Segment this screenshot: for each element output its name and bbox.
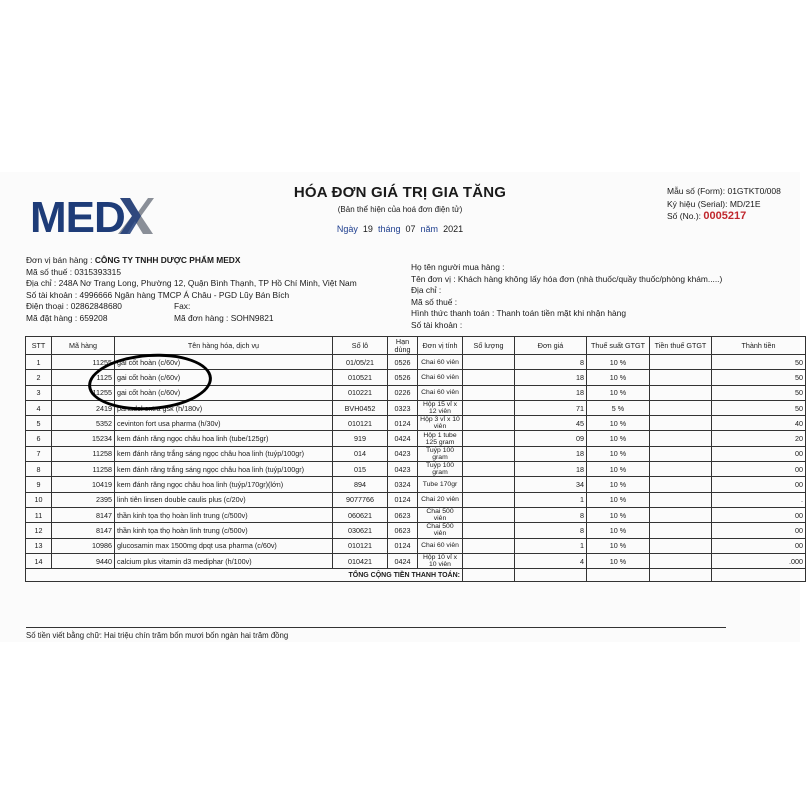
table-cell-name: glucosamin max 1500mg dpqt usa pharma (c/60v): [115, 538, 333, 553]
total-cell: [712, 569, 806, 582]
table-cell-stt: 9: [26, 477, 52, 492]
table-cell-stt: 1: [26, 355, 52, 370]
table-cell-code: 2419: [52, 400, 115, 415]
table-cell-lot: 014: [333, 446, 388, 461]
table-cell-unit: Chai 500 viên: [418, 523, 463, 538]
invoice-title: HÓA ĐƠN GIÁ TRỊ GIA TĂNG: [293, 184, 507, 201]
table-cell-stt: 2: [26, 370, 52, 385]
table-cell-code: 9440: [52, 553, 115, 568]
table-cell-vat: 10 %: [587, 370, 650, 385]
table-cell-stt: 14: [26, 553, 52, 568]
table-cell-qty: [463, 431, 515, 446]
table-cell-code: 8147: [52, 523, 115, 538]
table-cell-unit: Chai 60 viên: [418, 370, 463, 385]
table-cell-lot: 010221: [333, 385, 388, 400]
table-header-cell: Đơn giá: [515, 337, 587, 355]
buyer-info: Họ tên người mua hàng : Tên đơn vị : Khách hàng không lấy hóa đơn (nhà thuốc/quầy thuốc/phòng khám.....) Địa chỉ : Mã số thuế : Hình thức thanh toán : Thanh toán tiền mặt khi nhận hàng Số tài khoản :: [411, 262, 723, 330]
table-cell-stt: 3: [26, 385, 52, 400]
table-header-cell: Hạn dùng: [388, 337, 418, 355]
table-cell-total: 50: [712, 400, 806, 415]
table-cell-lot: 015: [333, 462, 388, 477]
table-cell-total: 50: [712, 370, 806, 385]
table-row: [26, 523, 806, 538]
table-cell-code: 11258: [52, 462, 115, 477]
table-cell-vat: 10 %: [587, 507, 650, 522]
table-cell-vat: 10 %: [587, 431, 650, 446]
table-cell-lot: 010121: [333, 416, 388, 431]
table-header-row: [26, 337, 806, 355]
table-row: [26, 553, 806, 568]
table-cell-code: 11255: [52, 355, 115, 370]
table-cell-stt: 4: [26, 400, 52, 415]
table-cell-vat: 10 %: [587, 416, 650, 431]
table-cell-name: gai cốt hoàn (c/60v): [115, 385, 333, 400]
table-cell-lot: 010121: [333, 538, 388, 553]
table-cell-total: 00: [712, 477, 806, 492]
medx-logo: [28, 190, 153, 240]
table-cell-vat: 10 %: [587, 385, 650, 400]
table-cell-stt: 10: [26, 492, 52, 507]
table-total-row: [26, 569, 806, 582]
table-cell-total: 50: [712, 385, 806, 400]
table-cell-tax: [650, 385, 712, 400]
table-cell-price: 1: [515, 492, 587, 507]
table-cell-stt: 5: [26, 416, 52, 431]
table-cell-tax: [650, 492, 712, 507]
table-row: [26, 462, 806, 477]
table-cell-tax: [650, 446, 712, 461]
table-row: [26, 492, 806, 507]
table-cell-qty: [463, 538, 515, 553]
table-cell-total: .: [712, 492, 806, 507]
table-cell-tax: [650, 477, 712, 492]
table-cell-qty: [463, 523, 515, 538]
table-cell-code: 11258: [52, 446, 115, 461]
table-cell-code: 15234: [52, 431, 115, 446]
table-cell-total: .000: [712, 553, 806, 568]
table-row: [26, 446, 806, 461]
table-cell-unit: Hộp 3 vỉ x 10 viên: [418, 416, 463, 431]
table-cell-tax: [650, 523, 712, 538]
table-cell-unit: Hộp 1 tube 125 gram: [418, 431, 463, 446]
table-cell-tax: [650, 462, 712, 477]
table-cell-qty: [463, 416, 515, 431]
table-header-cell: Tiền thuế GTGT: [650, 337, 712, 355]
table-cell-name: cevinton fort usa pharma (h/30v): [115, 416, 333, 431]
table-cell-exp: 0424: [388, 431, 418, 446]
table-cell-qty: [463, 553, 515, 568]
table-cell-unit: Tuýp 100 gram: [418, 462, 463, 477]
table-cell-exp: 0623: [388, 523, 418, 538]
table-cell-qty: [463, 355, 515, 370]
table-cell-vat: 10 %: [587, 477, 650, 492]
table-cell-vat: 10 %: [587, 553, 650, 568]
table-cell-price: 18: [515, 385, 587, 400]
table-cell-exp: 0324: [388, 477, 418, 492]
table-cell-name: kem đánh răng trắng sáng ngọc châu hoa linh (tuýp/100gr): [115, 462, 333, 477]
table-cell-exp: 0526: [388, 355, 418, 370]
table-cell-vat: 5 %: [587, 400, 650, 415]
table-row: [26, 416, 806, 431]
table-row: [26, 538, 806, 553]
total-label: TỔNG CỘNG TIỀN THANH TOÁN:: [26, 569, 463, 582]
table-cell-unit: Tube 170gr: [418, 477, 463, 492]
table-cell-price: 18: [515, 370, 587, 385]
total-cell: [650, 569, 712, 582]
table-cell-code: 5352: [52, 416, 115, 431]
table-cell-tax: [650, 431, 712, 446]
table-cell-unit: Chai 60 viên: [418, 385, 463, 400]
table-cell-stt: 8: [26, 462, 52, 477]
table-cell-qty: [463, 477, 515, 492]
table-cell-name: kem đánh răng ngọc châu hoa linh (tuýp/170gr)(lớn): [115, 477, 333, 492]
table-header-cell: Thuế suất GTGT: [587, 337, 650, 355]
table-cell-tax: [650, 370, 712, 385]
table-cell-vat: 10 %: [587, 523, 650, 538]
table-cell-exp: 0623: [388, 507, 418, 522]
amount-in-words: Số tiền viết bằng chữ: Hai triệu chín trăm bốn mươi bốn ngàn hai trăm đồng: [26, 627, 726, 640]
seller-info: Đơn vị bán hàng : CÔNG TY TNHH DƯỢC PHẨM MEDX Mã số thuế : 0315393315 Địa chỉ : 248A Nơ Trang Long, Phường 12, Quận Bình Thạnh, TP Hồ Chí Minh, Việt Nam Số tài khoản : 4996666 Ngân hàng TMCP Á Châu - PGD Lũy Bán Bích Điện thoại : 02862848680 Fax: Mã đặt hàng : 659208 Mã đơn hàng : SOHN9821: [26, 255, 357, 323]
table-header-cell: Mã hàng: [52, 337, 115, 355]
table-cell-price: 18: [515, 446, 587, 461]
table-header-cell: Thành tiền: [712, 337, 806, 355]
table-cell-total: 00: [712, 446, 806, 461]
table-cell-qty: [463, 446, 515, 461]
table-cell-code: 1125: [52, 370, 115, 385]
table-cell-name: kem đánh răng ngọc châu hoa linh (tube/125gr): [115, 431, 333, 446]
table-cell-lot: 9077766: [333, 492, 388, 507]
table-cell-total: 00: [712, 523, 806, 538]
table-cell-code: 2395: [52, 492, 115, 507]
table-cell-price: 4: [515, 553, 587, 568]
table-cell-vat: 10 %: [587, 446, 650, 461]
table-cell-price: 8: [515, 523, 587, 538]
table-cell-unit: Chai 500 viên: [418, 507, 463, 522]
table-cell-total: 20: [712, 431, 806, 446]
table-cell-unit: Tuýp 100 gram: [418, 446, 463, 461]
table-cell-exp: 0124: [388, 538, 418, 553]
table-cell-price: 18: [515, 462, 587, 477]
table-cell-unit: Chai 60 viên: [418, 355, 463, 370]
invoice-date: Ngày 19 tháng 07 năm 2021: [336, 224, 464, 234]
table-cell-qty: [463, 462, 515, 477]
table-cell-tax: [650, 355, 712, 370]
table-header-cell: Số lô: [333, 337, 388, 355]
table-cell-total: 00: [712, 538, 806, 553]
table-cell-vat: 10 %: [587, 492, 650, 507]
table-cell-stt: 12: [26, 523, 52, 538]
total-cell: [587, 569, 650, 582]
table-cell-unit: Chai 20 viên: [418, 492, 463, 507]
table-cell-name: panadol extra gsk (h/180v): [115, 400, 333, 415]
table-cell-price: 1: [515, 538, 587, 553]
table-cell-stt: 6: [26, 431, 52, 446]
table-cell-exp: 0323: [388, 400, 418, 415]
table-cell-code: 10419: [52, 477, 115, 492]
table-cell-vat: 10 %: [587, 355, 650, 370]
table-header-cell: Số lượng: [463, 337, 515, 355]
table-cell-exp: 0226: [388, 385, 418, 400]
table-cell-lot: BVH0452: [333, 400, 388, 415]
table-cell-name: thần kinh tọa thọ hoàn linh trung (c/500v): [115, 523, 333, 538]
table-cell-tax: [650, 507, 712, 522]
table-cell-price: 09: [515, 431, 587, 446]
table-cell-stt: 11: [26, 507, 52, 522]
table-cell-vat: 10 %: [587, 462, 650, 477]
table-cell-stt: 13: [26, 538, 52, 553]
table-cell-lot: 030621: [333, 523, 388, 538]
table-cell-stt: 7: [26, 446, 52, 461]
table-cell-code: 11255: [52, 385, 115, 400]
table-cell-exp: 0124: [388, 492, 418, 507]
table-cell-total: 50: [712, 355, 806, 370]
table-cell-price: 34: [515, 477, 587, 492]
table-cell-exp: 0423: [388, 446, 418, 461]
table-cell-vat: 10 %: [587, 538, 650, 553]
table-cell-tax: [650, 416, 712, 431]
table-row: [26, 477, 806, 492]
table-cell-price: 45: [515, 416, 587, 431]
table-cell-qty: [463, 492, 515, 507]
invoice-subtitle: (Bản thể hiện của hoá đơn điện tử): [337, 205, 463, 214]
table-cell-name: kem đánh răng trắng sáng ngọc châu hoa linh (tuýp/100gr): [115, 446, 333, 461]
table-cell-name: calcium plus vitamin d3 mediphar (h/100v): [115, 553, 333, 568]
table-cell-unit: Hộp 15 vỉ x 12 viên: [418, 400, 463, 415]
table-cell-total: 00: [712, 507, 806, 522]
total-cell: [515, 569, 587, 582]
table-cell-qty: [463, 507, 515, 522]
table-cell-unit: Chai 60 viên: [418, 538, 463, 553]
total-cell: [463, 569, 515, 582]
table-cell-name: gai cốt hoàn (c/60v): [115, 355, 333, 370]
table-cell-total: 00: [712, 462, 806, 477]
table-cell-lot: 919: [333, 431, 388, 446]
table-cell-total: 40: [712, 416, 806, 431]
table-cell-lot: 010421: [333, 553, 388, 568]
table-cell-exp: 0124: [388, 416, 418, 431]
table-header-cell: Tên hàng hóa, dịch vụ: [115, 337, 333, 355]
table-cell-exp: 0424: [388, 553, 418, 568]
table-cell-price: 8: [515, 355, 587, 370]
svg-text:MED: MED: [30, 193, 125, 242]
table-cell-price: 71: [515, 400, 587, 415]
table-cell-qty: [463, 370, 515, 385]
table-cell-price: 8: [515, 507, 587, 522]
invoice-meta: Mẫu số (Form): 01GTKT0/008 Ký hiệu (Serial): MD/21E Số (No.): 0005217: [667, 186, 781, 222]
table-cell-name: gai cốt hoàn (c/60v): [115, 370, 333, 385]
invoice-title-block: [250, 184, 550, 234]
table-cell-lot: 01/05/21: [333, 355, 388, 370]
table-cell-name: thần kinh tọa thọ hoàn linh trung (c/500v): [115, 507, 333, 522]
table-cell-code: 10986: [52, 538, 115, 553]
table-cell-name: linh tiên linsen double caulis plus (c/20v): [115, 492, 333, 507]
table-cell-exp: 0423: [388, 462, 418, 477]
table-cell-qty: [463, 400, 515, 415]
table-cell-tax: [650, 538, 712, 553]
table-cell-tax: [650, 400, 712, 415]
table-cell-code: 8147: [52, 507, 115, 522]
table-cell-unit: Hộp 10 vỉ x 10 viên: [418, 553, 463, 568]
table-cell-lot: 010521: [333, 370, 388, 385]
table-cell-lot: 060621: [333, 507, 388, 522]
table-row: [26, 431, 806, 446]
table-cell-qty: [463, 385, 515, 400]
table-row: [26, 507, 806, 522]
table-cell-tax: [650, 553, 712, 568]
table-cell-lot: 894: [333, 477, 388, 492]
invoice-number: 0005217: [703, 210, 747, 222]
table-header-cell: Đơn vị tính: [418, 337, 463, 355]
table-cell-exp: 0526: [388, 370, 418, 385]
table-header-cell: STT: [26, 337, 52, 355]
